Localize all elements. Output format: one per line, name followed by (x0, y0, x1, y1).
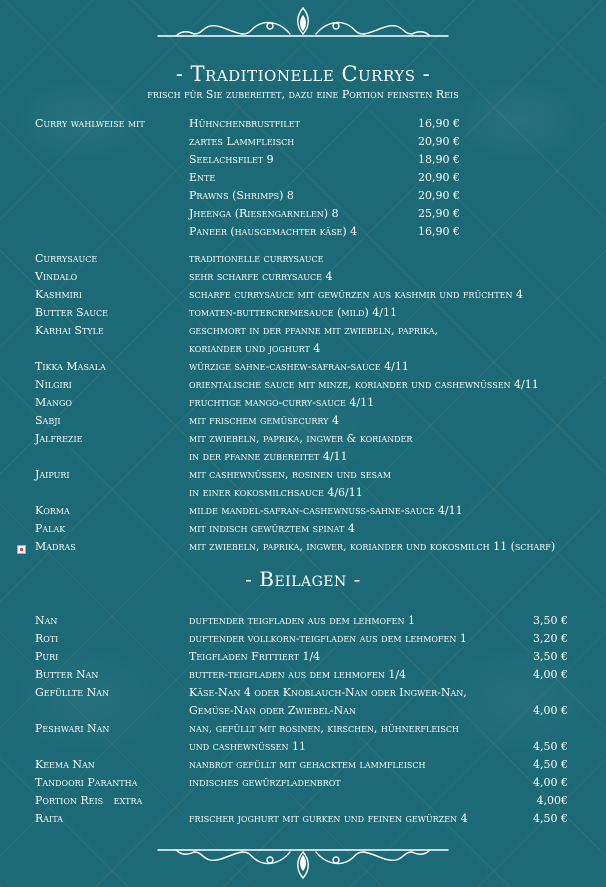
side-price: 4,00 € (533, 776, 568, 789)
side-price: 3,20 € (533, 632, 568, 645)
sauce-desc: mit indisch gewürztem spinat 4 (189, 522, 355, 535)
sauce-name: Nilgiri (35, 378, 72, 391)
protein-price: 20,90 € (418, 189, 460, 202)
side-name: Nan (35, 614, 58, 627)
sauce-desc: mit frischem gemüsecurry 4 (189, 414, 339, 427)
protein-name: Seelachsfilet 9 (189, 153, 274, 166)
sauce-name: Madras (35, 540, 76, 553)
protein-price: 20,90 € (418, 171, 460, 184)
protein-name: Paneer (hausgemachter käse) 4 (189, 225, 358, 238)
side-price: 4,50 € (533, 812, 568, 825)
side-desc-continued: und cashewnüssen 11 (189, 740, 306, 753)
sauce-desc-continued: in der pfanne zubereitet 4/11 (189, 450, 348, 463)
sauce-name: Kashmiri (35, 288, 82, 301)
protein-price: 18,90 € (418, 153, 460, 166)
sauce-name: Jaipuri (35, 468, 70, 481)
side-desc-continued: Gemüse-Nan oder Zwiebel-Nan (189, 704, 356, 717)
protein-price: 20,90 € (418, 135, 460, 148)
side-price: 4,00€ (536, 794, 568, 807)
protein-name: Prawns (Shrimps) 8 (189, 189, 294, 202)
side-name: Peshwari Nan (35, 722, 110, 735)
sauce-name: Mango (35, 396, 72, 409)
bottom-flourish-icon (150, 842, 456, 882)
side-name: Puri (35, 650, 59, 663)
sauce-desc: scharfe currysauce mit gewürzen aus kashmir und früchten 4 (189, 288, 523, 301)
sauce-desc: würzige sahne-cashew-safran-sauce 4/11 (189, 360, 409, 373)
sauce-desc-continued: in einer kokosmilchsauce 4/6/11 (189, 486, 363, 499)
square-flag-icon (17, 545, 26, 554)
sauce-name: Korma (35, 504, 70, 517)
sauce-name: Tikka Masala (35, 360, 106, 373)
sauce-desc: sehr scharfe currysauce 4 (189, 270, 333, 283)
sauce-name: Currysauce (35, 252, 98, 265)
sauce-desc: tomaten-buttercremesauce (mild) 4/11 (189, 306, 397, 319)
side-price: 3,50 € (533, 614, 568, 627)
protein-name: Jheenga (Riesengarnelen) 8 (189, 207, 339, 220)
side-name: Gefüllte Nan (35, 686, 109, 699)
side-desc: indisches gewürzfladenbrot (189, 776, 341, 789)
protein-price: 25,90 € (418, 207, 460, 220)
sauce-desc: mit zwiebeln, paprika, ingwer, koriander und kokosmilch 11 (scharf) (189, 540, 556, 553)
sauce-name: Jalfrezie (35, 432, 83, 445)
side-name: Tandoori Parantha (35, 776, 138, 789)
protein-price: 16,90 € (418, 117, 460, 130)
sauce-desc: geschmort in der pfanne mit zwiebeln, paprika, (189, 324, 438, 337)
side-price: 4,00 € (533, 668, 568, 681)
sauce-desc-continued: koriander und joghurt 4 (189, 342, 321, 355)
side-desc: duftender teigfladen aus dem lehmofen 1 (189, 614, 415, 627)
sauce-name: Vindalo (35, 270, 78, 283)
protein-price: 16,90 € (418, 225, 460, 238)
sides-title: - Beilagen - (245, 567, 361, 591)
curries-subtitle: frisch für Sie zubereitet, dazu eine Portion feinsten Reis (147, 88, 459, 101)
side-price: 4,00 € (533, 704, 568, 717)
sauce-desc: traditionelle currysauce (189, 252, 324, 265)
sauce-name: Sabji (35, 414, 61, 427)
sauce-name: Karhai Style (35, 324, 104, 337)
curries-title: - Traditionelle Currys - (175, 62, 431, 86)
protein-name: zartes Lammfleisch (189, 135, 295, 148)
protein-name: Hühnchenbrustfilet (189, 117, 300, 130)
side-price: 4,50 € (533, 740, 568, 753)
sauce-desc: milde mandel-safran-cashewnuss-sahne-sauce 4/11 (189, 504, 463, 517)
side-desc: duftender vollkorn-teigfladen aus dem lehmofen 1 (189, 632, 467, 645)
sauce-desc: mit cashewnüssen, rosinen und sesam (189, 468, 391, 481)
side-desc: nanbrot gefüllt mit gehacktem lammfleisch (189, 758, 426, 771)
side-desc: Käse-Nan 4 oder Knoblauch-Nan oder Ingwer-Nan, (189, 686, 467, 699)
side-desc: nan, gefüllt mit rosinen, kirschen, hühnerfleisch (189, 722, 459, 735)
sauce-desc: mit zwiebeln, paprika, ingwer & koriander (189, 432, 413, 445)
side-desc: frischer joghurt mit gurken und feinen gewürzen 4 (189, 812, 468, 825)
sauce-desc: orientalische sauce mit minze, koriander und cashewnüssen 4/11 (189, 378, 539, 391)
top-flourish-icon (150, 4, 456, 44)
curry-selection-label: Curry wahlweise mit (35, 117, 145, 130)
sauce-desc: fruchtige mango-curry-sauce 4/11 (189, 396, 375, 409)
side-name: Raita (35, 812, 63, 825)
side-name: Butter Nan (35, 668, 99, 681)
sauce-name: Butter Sauce (35, 306, 109, 319)
side-name: Roti (35, 632, 59, 645)
side-name: Keema Nan (35, 758, 95, 771)
side-name: Portion Reis extra (35, 794, 143, 807)
side-price: 4,50 € (533, 758, 568, 771)
sauce-name: Palak (35, 522, 66, 535)
side-desc: butter-teigfladen aus dem lehmofen 1/4 (189, 668, 407, 681)
side-price: 3,50 € (533, 650, 568, 663)
side-desc: Teigfladen Frittiert 1/4 (189, 650, 321, 663)
protein-name: Ente (189, 171, 216, 184)
